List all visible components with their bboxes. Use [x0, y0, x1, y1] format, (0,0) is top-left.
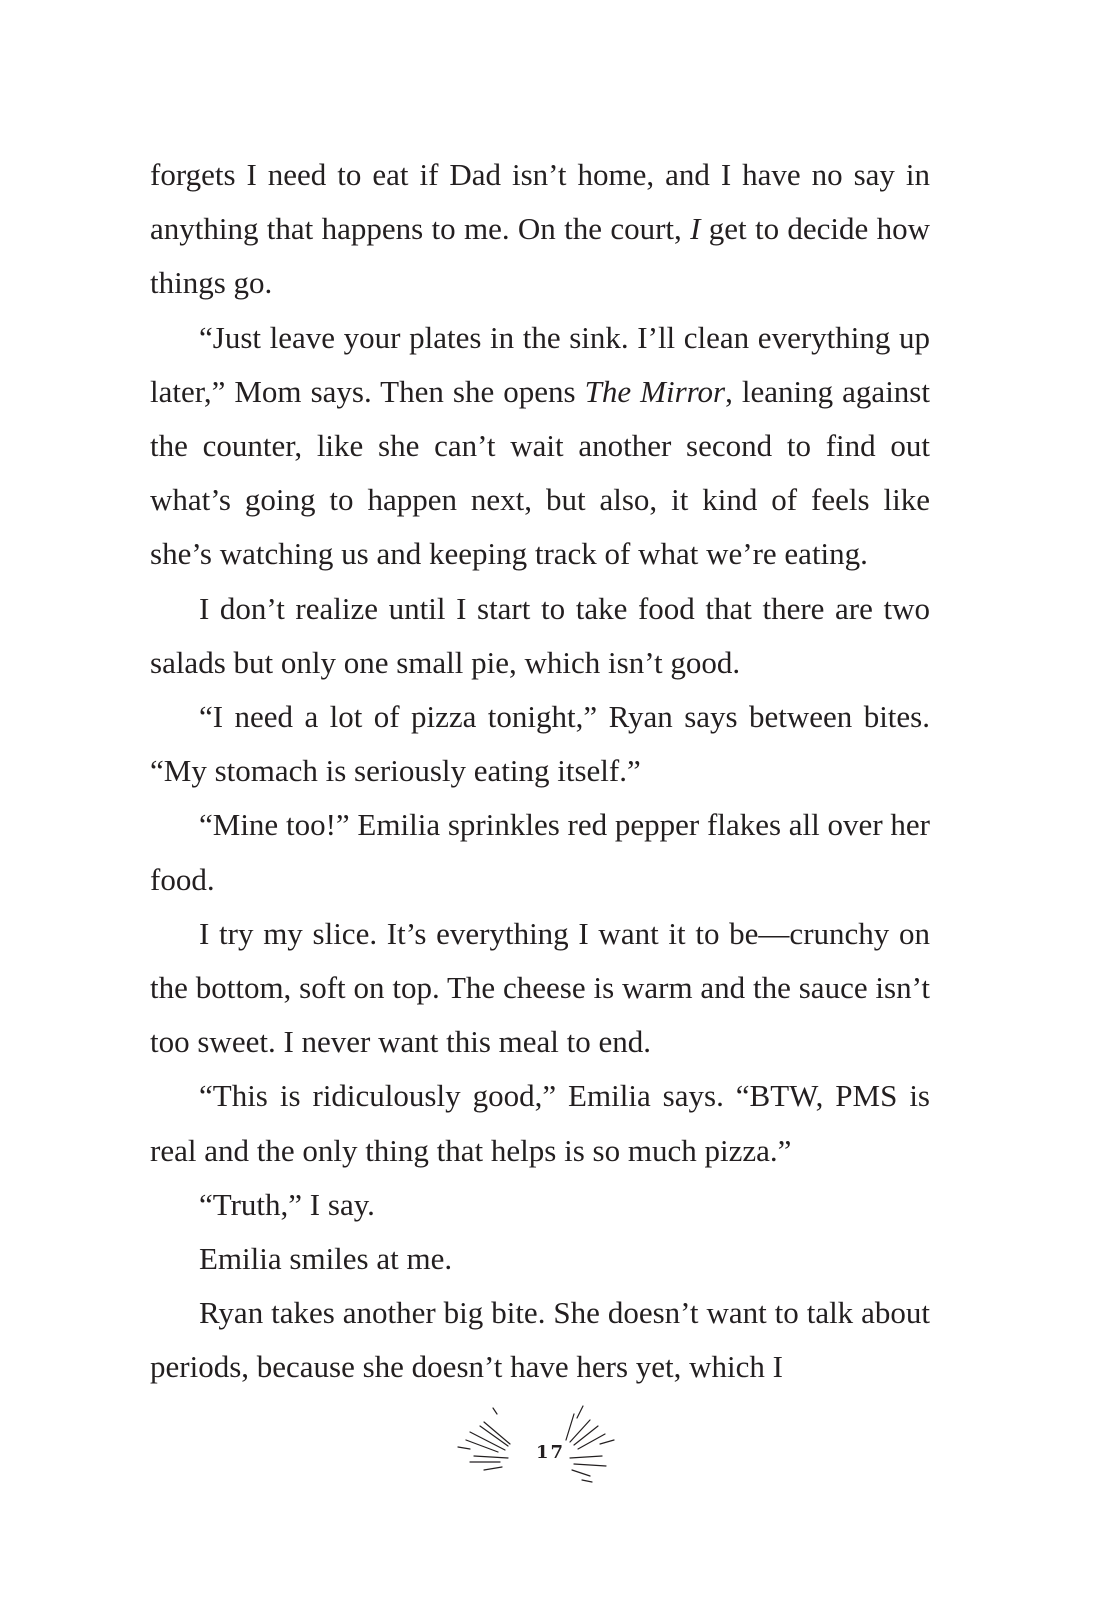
- paragraph: Emilia smiles at me.: [199, 1241, 453, 1277]
- paragraph: I don’t realize until I start to take food that there are two salads but only one small pie, which isn’t good.: [150, 590, 930, 680]
- page-body: [150, 148, 930, 1395]
- page-number: 17: [535, 1442, 566, 1463]
- text-run: , leaning against the counter, like she can’t wait another second to find out what’s going to happen next, but also, it kind of feels like she’s watching us and keeping track of what we’re eating.: [150, 373, 930, 572]
- paragraph: “This is ridiculously good,” Emilia says. “BTW, PMS is real and the only thing that helps is so much pizza.”: [150, 1078, 930, 1168]
- paragraph: “Mine too!” Emilia sprinkles red pepper flakes all over her food.: [150, 807, 930, 897]
- italic-book-title: The Mirror: [584, 373, 726, 409]
- page-footer: [0, 1400, 1101, 1490]
- paragraph: [150, 148, 930, 311]
- paragraph: “I need a lot of pizza tonight,” Ryan says between bites. “My stomach is seriously eating itself.”: [150, 699, 930, 789]
- paragraph: “Truth,” I say.: [199, 1186, 375, 1222]
- text-run: forgets I need to eat if Dad isn’t home, and I have no say in anything that happens to me. On the court,: [150, 157, 930, 247]
- paragraph: I try my slice. It’s everything I want it to be—crunchy on the bottom, soft on top. The cheese is warm and the sauce isn’t too sweet. I never want this meal to end.: [150, 915, 930, 1060]
- italic-emphasis: I: [690, 211, 701, 247]
- paragraph: [150, 311, 930, 582]
- paragraph: Ryan takes another big bite. She doesn’t want to talk about periods, because she doesn’t have hers yet, which I: [150, 1295, 930, 1385]
- text-run: get to decide how things go.: [150, 211, 931, 301]
- text-run: “Just leave your plates in the sink. I’ll clean everything up later,” Mom says. Then she opens: [150, 319, 930, 409]
